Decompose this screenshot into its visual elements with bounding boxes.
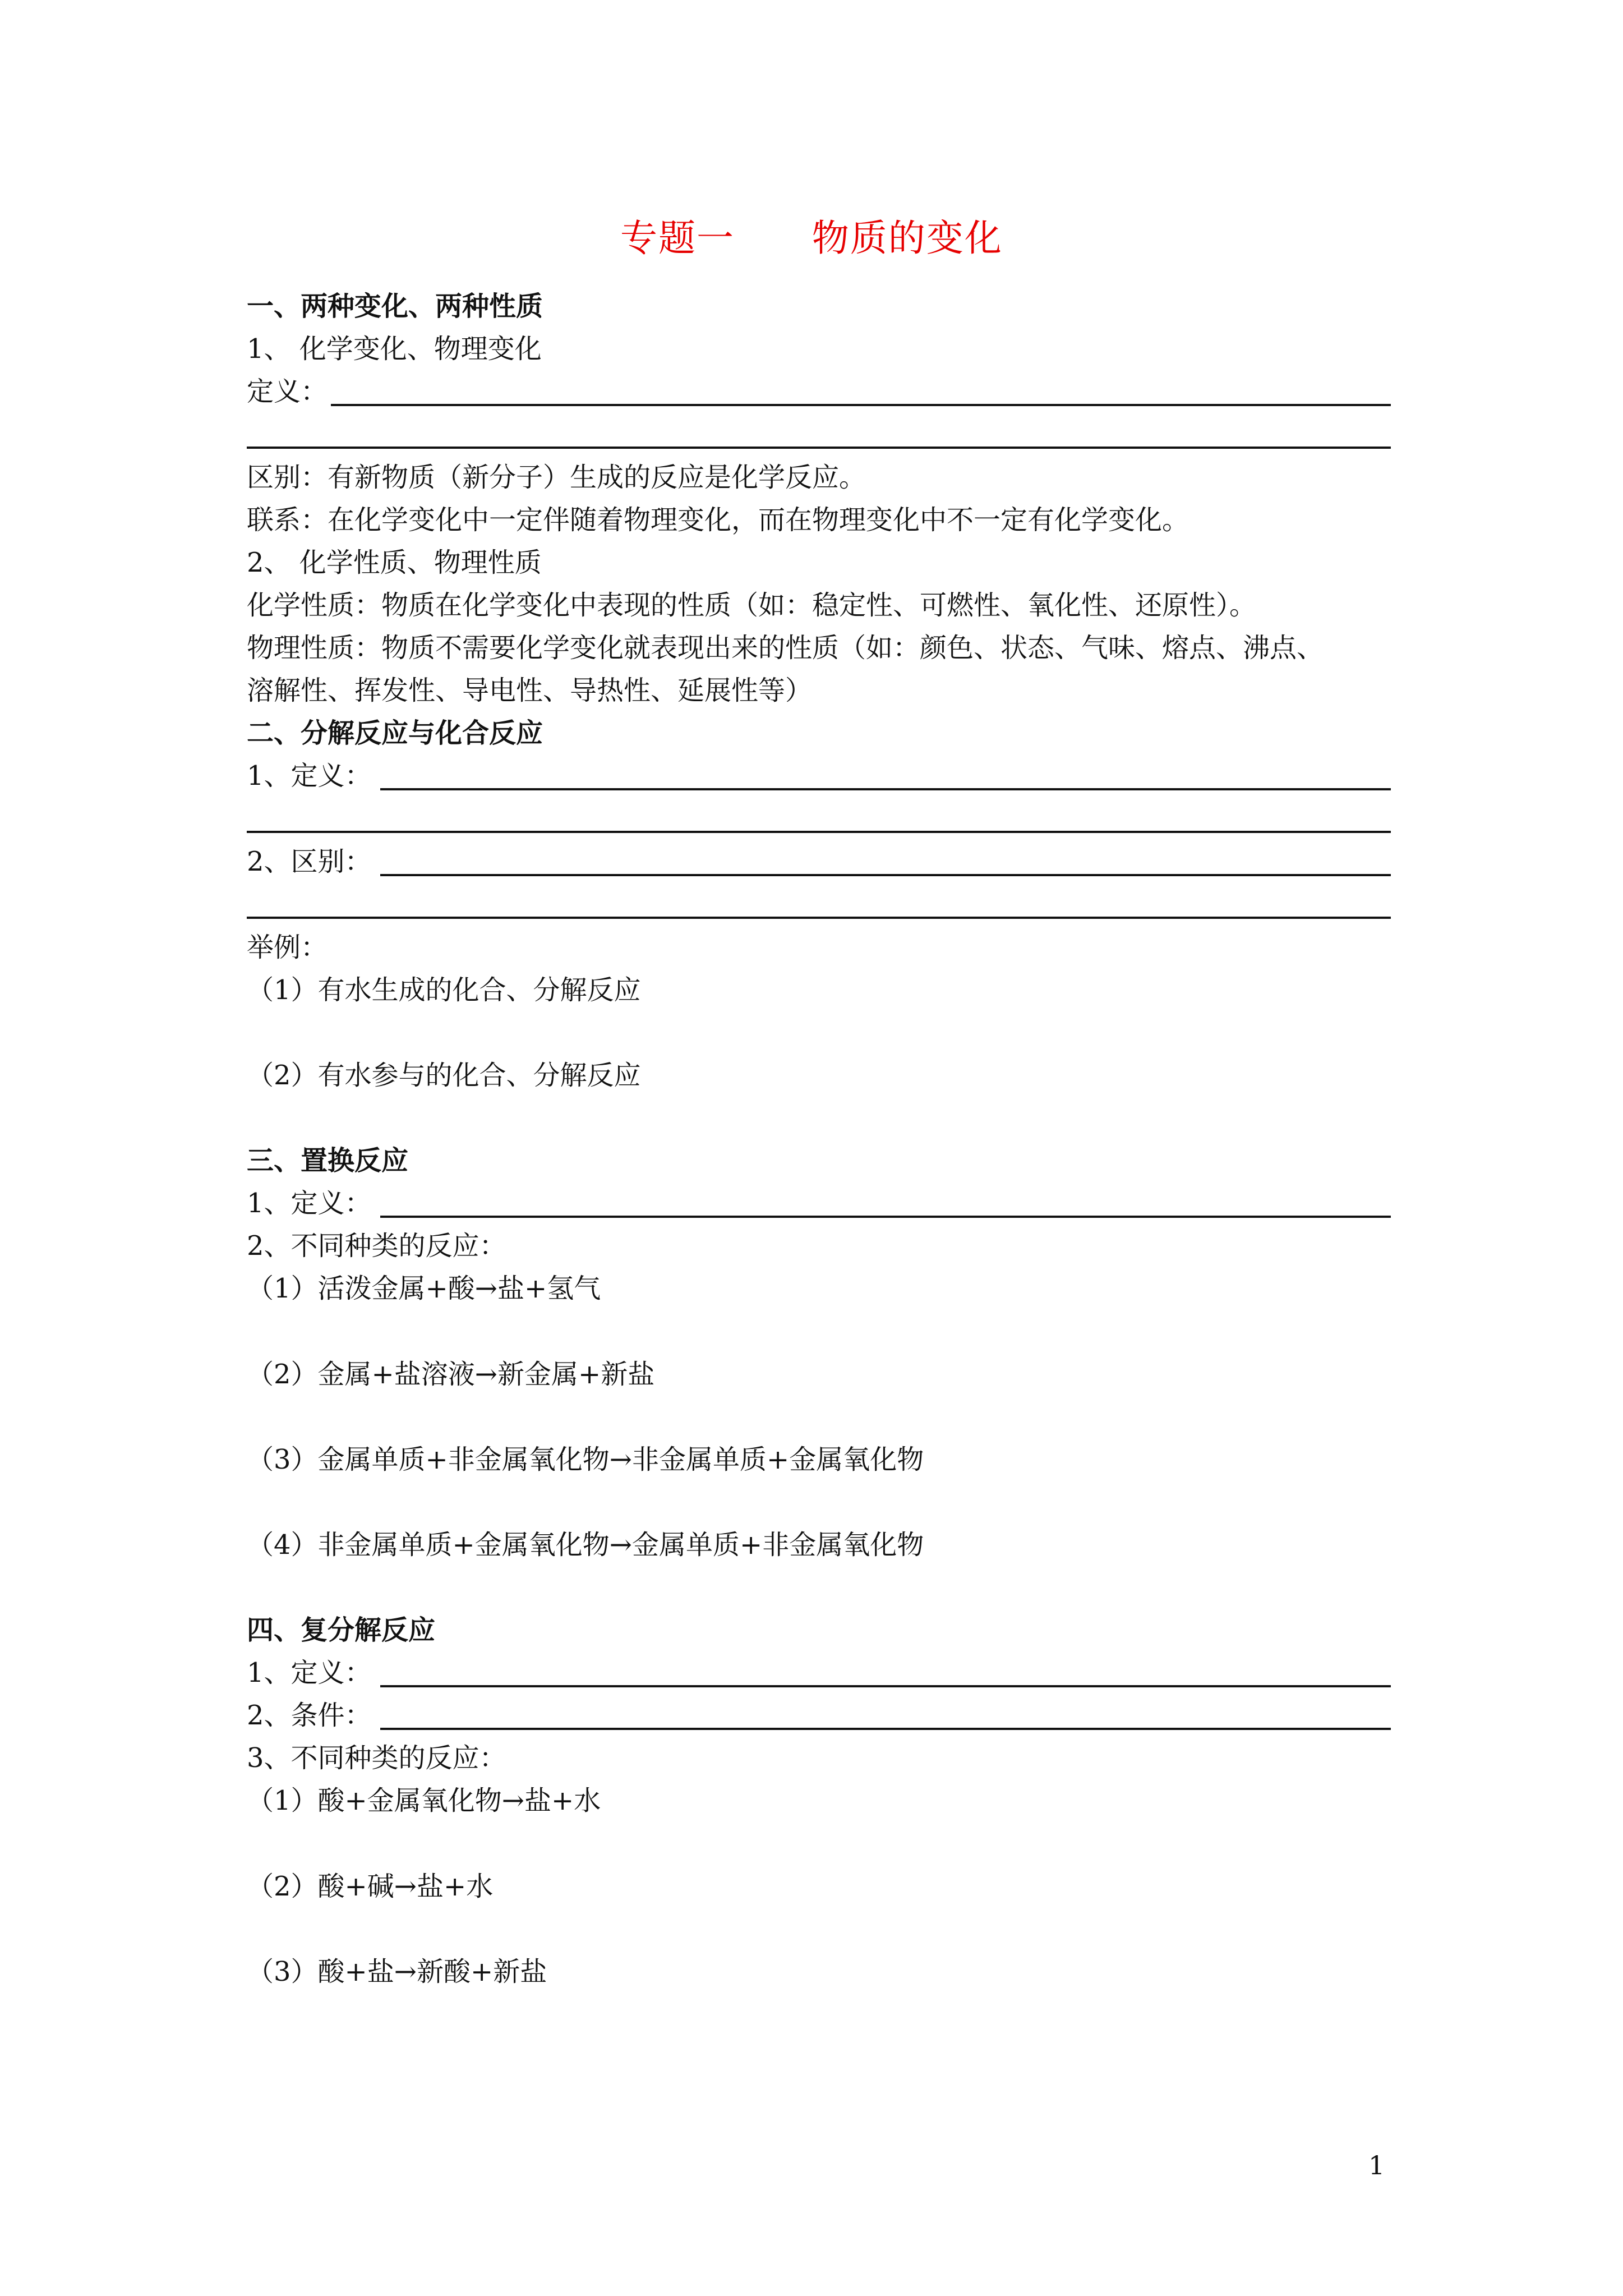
s4-definition-blank[interactable] <box>380 1685 1391 1687</box>
s4-reaction-1: （1）酸+金属氧化物→盐+水 <box>247 1785 601 1816</box>
s2-difference-blank-2[interactable] <box>247 917 1391 919</box>
s1-definition-blank-2[interactable] <box>247 447 1391 449</box>
s1-physical-property-line-2: 溶解性、挥发性、导电性、导热性、延展性等） <box>247 675 813 706</box>
s3-reaction-4: （4）非金属单质+金属氧化物→金属单质+非金属氧化物 <box>247 1529 924 1561</box>
s4-reaction-3: （3）酸+盐→新酸+新盐 <box>247 1956 547 1987</box>
s1-chemical-property: 化学性质：物质在化学变化中表现的性质（如：稳定性、可燃性、氧化性、还原性）。 <box>247 590 1257 621</box>
s1-item-2: 2、 化学性质、物理性质 <box>247 547 542 578</box>
document-title: 专题一 物质的变化 <box>620 217 1003 260</box>
s1-difference: 区别：有新物质（新分子）生成的反应是化学反应。 <box>247 462 866 493</box>
s1-definition-label: 定义： <box>247 376 328 407</box>
section-3-heading: 三、置换反应 <box>247 1145 409 1176</box>
s2-example-label: 举例： <box>247 932 328 963</box>
section-1-heading: 一、两种变化、两种性质 <box>247 291 543 322</box>
s3-definition-blank[interactable] <box>380 1216 1391 1218</box>
s2-example-1: （1）有水生成的化合、分解反应 <box>247 974 641 1006</box>
s2-definition-blank-2[interactable] <box>247 831 1391 833</box>
section-2-heading: 二、分解反应与化合反应 <box>247 717 543 749</box>
s2-definition-blank-1[interactable] <box>380 788 1391 790</box>
s4-reaction-2: （2）酸+碱→盐+水 <box>247 1871 494 1902</box>
s4-condition-label: 2、条件： <box>247 1700 372 1731</box>
section-4-heading: 四、复分解反应 <box>247 1614 436 1646</box>
s1-connection: 联系：在化学变化中一定伴随着物理变化，而在物理变化中不一定有化学变化。 <box>247 504 1189 536</box>
s3-definition-label: 1、定义： <box>247 1188 372 1219</box>
s1-physical-property-line-1: 物理性质：物质不需要化学变化就表现出来的性质（如：颜色、状态、气味、熔点、沸点、 <box>247 632 1324 664</box>
s3-reaction-1: （1）活泼金属+酸→盐+氢气 <box>247 1273 601 1304</box>
s4-types-label: 3、不同种类的反应： <box>247 1742 506 1774</box>
s2-definition-label: 1、定义： <box>247 760 372 792</box>
s4-definition-label: 1、定义： <box>247 1657 372 1688</box>
s4-condition-blank[interactable] <box>380 1728 1391 1730</box>
s1-definition-blank-1[interactable] <box>331 404 1391 406</box>
s3-reaction-2: （2）金属+盐溶液→新金属+新盐 <box>247 1359 655 1390</box>
page-number: 1 <box>1368 2150 1385 2180</box>
s2-difference-label: 2、区别： <box>247 846 372 877</box>
s3-reaction-3: （3）金属单质+非金属氧化物→非金属单质+金属氧化物 <box>247 1444 924 1475</box>
s3-types-label: 2、不同种类的反应： <box>247 1230 506 1262</box>
s2-example-2: （2）有水参与的化合、分解反应 <box>247 1060 641 1091</box>
s2-difference-blank-1[interactable] <box>380 874 1391 876</box>
s1-item-1: 1、 化学变化、物理变化 <box>247 333 542 365</box>
